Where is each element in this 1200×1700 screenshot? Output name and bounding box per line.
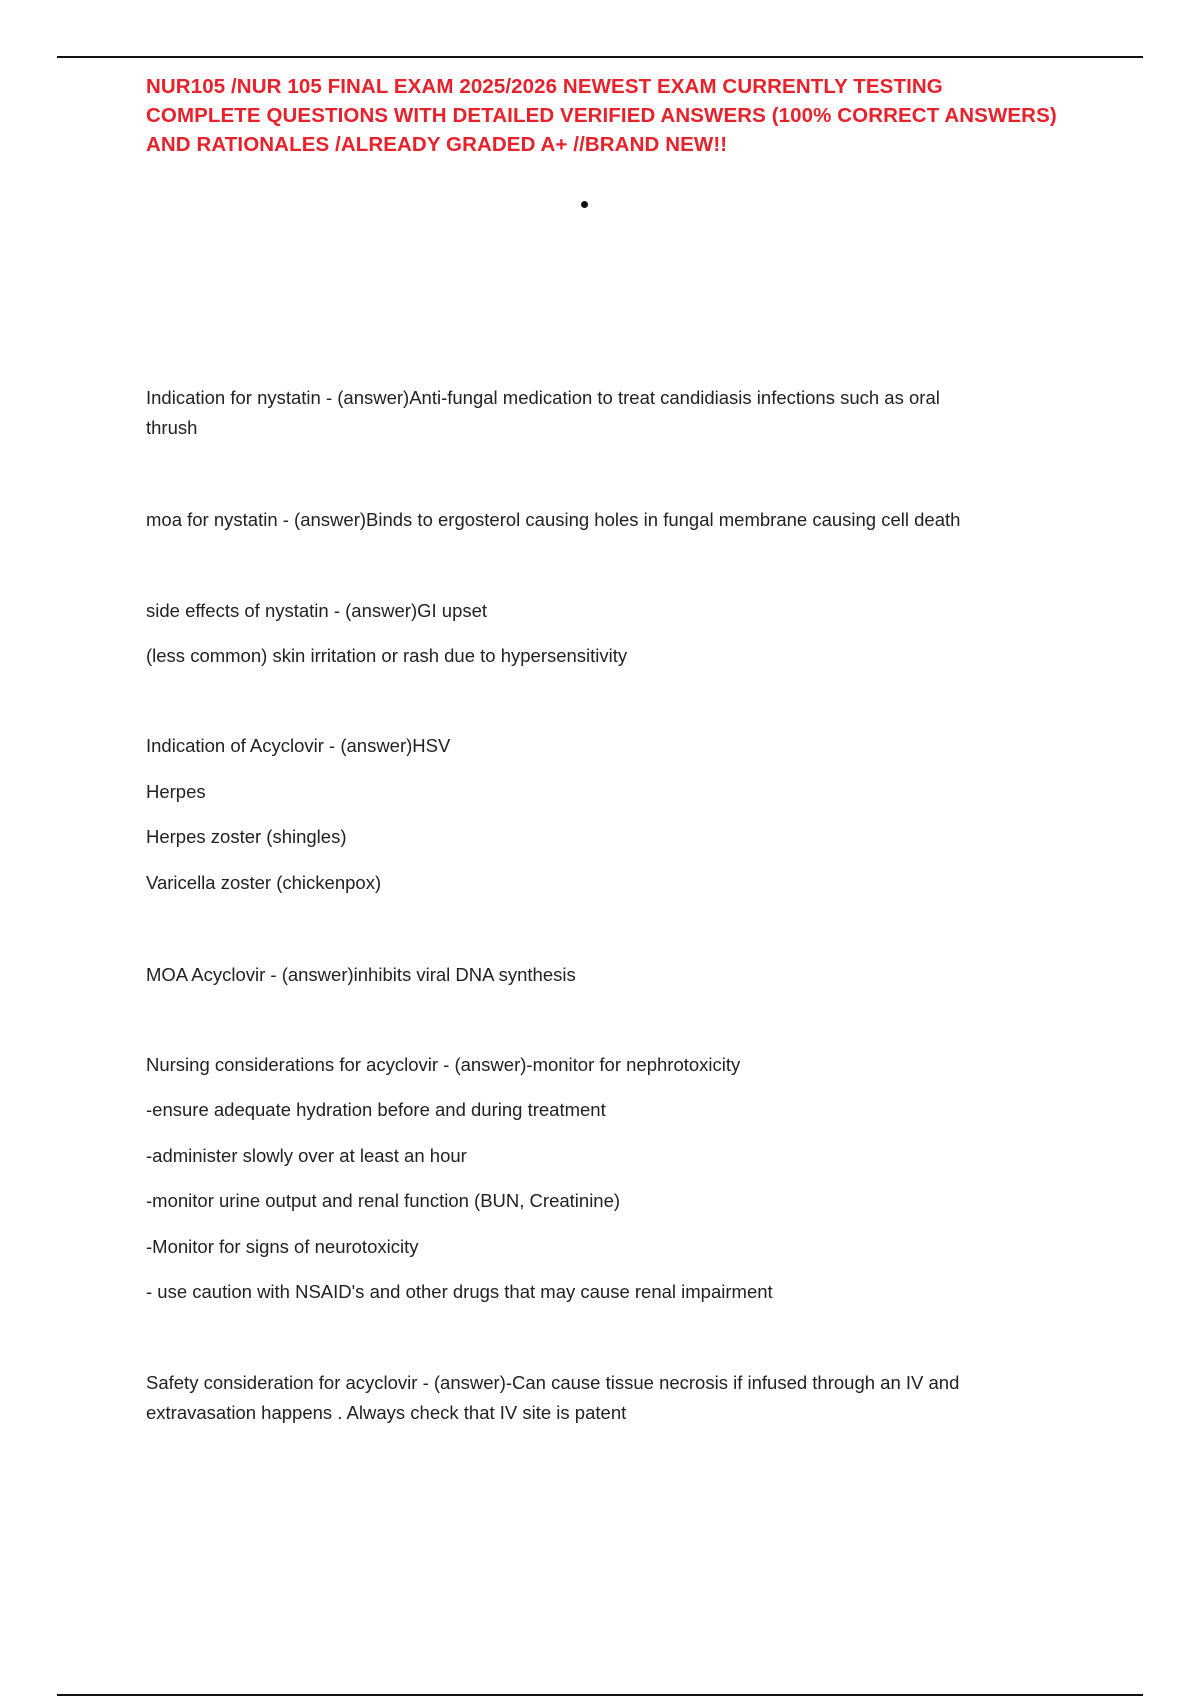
bullet-point bbox=[581, 201, 588, 208]
title-line-1: NUR105 /NUR 105 FINAL EXAM 2025/2026 NEWEST EXAM CURRENTLY TESTING bbox=[146, 75, 943, 98]
qa-line: -Monitor for signs of neurotoxicity bbox=[146, 1236, 419, 1257]
qa-acyclovir-moa bbox=[146, 960, 1046, 990]
qa-line: Nursing considerations for acyclovir - (answer)-monitor for nephrotoxicity bbox=[146, 1054, 741, 1075]
qa-nystatin-indication bbox=[146, 383, 1046, 443]
qa-line: Safety consideration for acyclovir - (answer)-Can cause tissue necrosis if infused through an IV and bbox=[146, 1372, 960, 1393]
qa-line: extravasation happens . Always check that IV site is patent bbox=[146, 1402, 627, 1423]
qa-line: Indication of Acyclovir - (answer)HSV bbox=[146, 735, 451, 756]
qa-line: -monitor urine output and renal function (BUN, Creatinine) bbox=[146, 1190, 621, 1211]
top-rule bbox=[57, 56, 1143, 58]
qa-line: Herpes bbox=[146, 781, 206, 802]
bottom-rule bbox=[57, 1694, 1143, 1696]
qa-nystatin-moa bbox=[146, 505, 1046, 535]
qa-acyclovir-indication bbox=[146, 731, 1046, 898]
title-line-3: AND RATIONALES /ALREADY GRADED A+ //BRAND NEW!! bbox=[146, 133, 728, 156]
qa-line: -administer slowly over at least an hour bbox=[146, 1145, 467, 1166]
qa-line: moa for nystatin - (answer)Binds to ergosterol causing holes in fungal membrane causing cell death bbox=[146, 509, 961, 530]
qa-line: MOA Acyclovir - (answer)inhibits viral DNA synthesis bbox=[146, 964, 576, 985]
qa-acyclovir-nursing bbox=[146, 1050, 1046, 1307]
qa-nystatin-side-effects bbox=[146, 596, 1046, 671]
qa-acyclovir-safety bbox=[146, 1368, 1046, 1428]
qa-line: (less common) skin irritation or rash due to hypersensitivity bbox=[146, 645, 628, 666]
qa-line: side effects of nystatin - (answer)GI upset bbox=[146, 600, 488, 621]
qa-line: Herpes zoster (shingles) bbox=[146, 826, 347, 847]
qa-line: Varicella zoster (chickenpox) bbox=[146, 872, 382, 893]
qa-line: -ensure adequate hydration before and during treatment bbox=[146, 1099, 606, 1120]
title-line-2: COMPLETE QUESTIONS WITH DETAILED VERIFIED ANSWERS (100% CORRECT ANSWERS) bbox=[146, 104, 1057, 127]
qa-line: - use caution with NSAID's and other drugs that may cause renal impairment bbox=[146, 1281, 773, 1302]
qa-line: Indication for nystatin - (answer)Anti-fungal medication to treat candidiasis infections such as oral bbox=[146, 387, 940, 408]
qa-line: thrush bbox=[146, 417, 198, 438]
document-title bbox=[146, 72, 1106, 159]
